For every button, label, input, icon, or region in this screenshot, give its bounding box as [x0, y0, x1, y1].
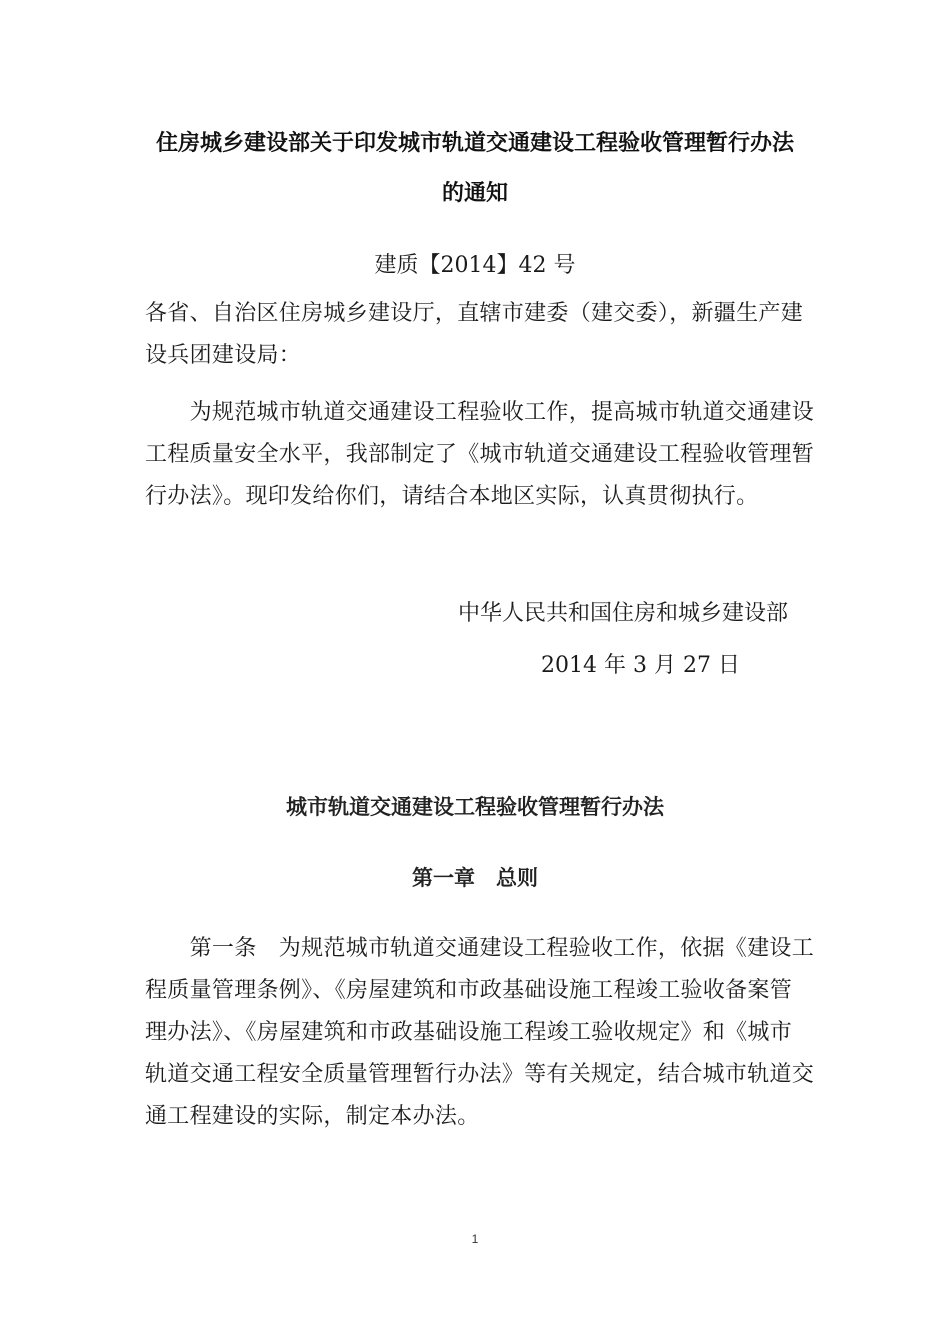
body-line: 为规范城市轨道交通建设工程验收工作，提高城市轨道交通建设 [145, 400, 815, 425]
article-line: 第一条 为规范城市轨道交通建设工程验收工作，依据《建设工 [145, 936, 815, 961]
document-title-line-1: 住房城乡建设部关于印发城市轨道交通建设工程验收管理暂行办法 [155, 131, 794, 156]
page-number: 1 [471, 1232, 479, 1246]
article-line: 通工程建设的实际，制定本办法。 [145, 1104, 480, 1129]
chapter-heading: 第一章 总则 [412, 866, 538, 890]
article-line: 轨道交通工程安全质量管理暂行办法》等有关规定，结合城市轨道交 [145, 1062, 815, 1087]
body-line: 行办法》。现印发给你们，请结合本地区实际，认真贯彻执行。 [145, 484, 759, 509]
signature-date: 2014 年 3 月 27 日 [541, 653, 740, 678]
article-1-paragraph [145, 928, 815, 1138]
body-line: 工程质量安全水平，我部制定了《城市轨道交通建设工程验收管理暂 [145, 442, 815, 467]
document-number: 建质【2014】42 号 [374, 253, 576, 278]
article-line: 理办法》、《房屋建筑和市政基础设施工程竣工验收规定》和《城市 [145, 1020, 793, 1045]
signature-organization: 中华人民共和国住房和城乡建设部 [458, 601, 789, 626]
addressee-line: 设兵团建设局： [145, 343, 302, 368]
addressee-paragraph [145, 293, 810, 377]
addressee-line: 各省、自治区住房城乡建设厅，直辖市建委（建交委），新疆生产建 [145, 301, 804, 326]
notice-body-paragraph [145, 392, 815, 518]
article-line: 程质量管理条例》、《房屋建筑和市政基础设施工程竣工验收备案管 [145, 978, 793, 1003]
measure-title: 城市轨道交通建设工程验收管理暂行办法 [286, 795, 664, 819]
document-title-line-2: 的通知 [441, 181, 508, 206]
